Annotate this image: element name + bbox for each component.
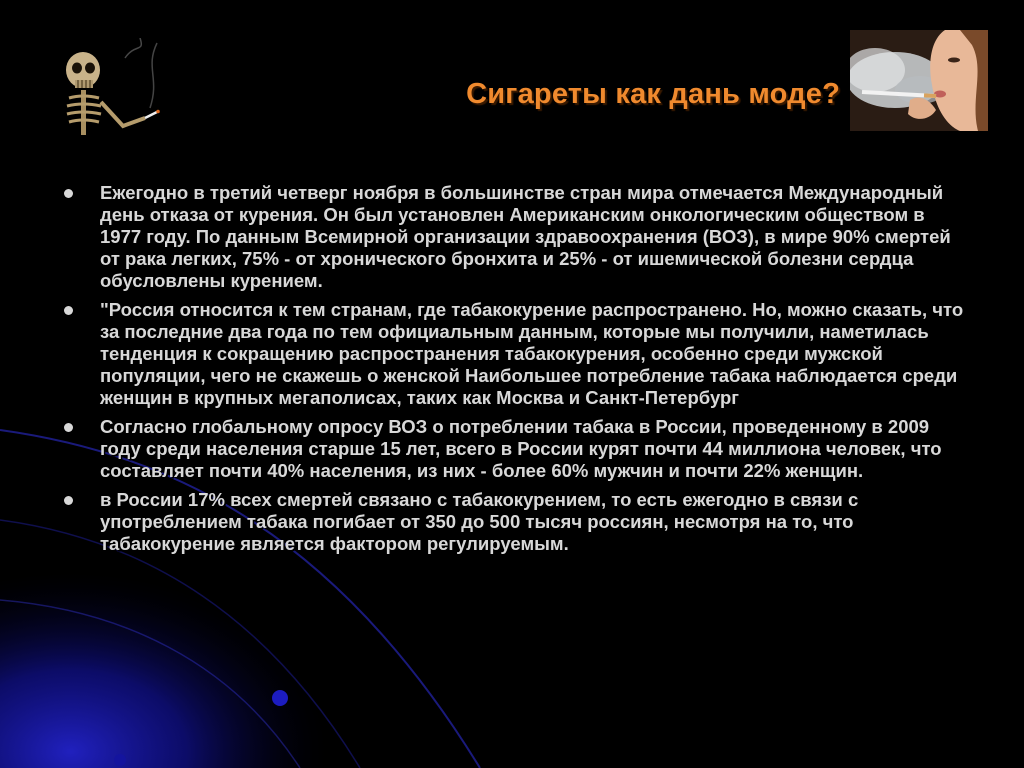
bullet-dot-icon [64,496,73,505]
list-item-text: "Россия относится к тем странам, где табакокурение распространено. Но, можно сказать, что за последние два года по тем официальным данным, которые мы получили, наметилась тенденция к сокращению распространения табакокурения, особенно среди мужской популяции, чего не скажешь о женской Наибольшее потребление табака наблюдается среди женщин в крупных мегаполисах, таких как Москва и Санкт-Петербург [100,299,964,408]
list-item [60,299,970,409]
bullet-dot-icon [64,189,73,198]
list-item-text: Согласно глобальному опросу ВОЗ о потреблении табака в России, проведенному в 2009 году среди населения старше 15 лет, всего в России курят почти 44 миллиона человек, что составляет почти 40% населения, из них - более 60% мужчин и почти 22% женщин. [100,416,942,481]
list-item [60,182,970,292]
smoking-skeleton-image [45,38,175,142]
bullet-dot-icon [64,423,73,432]
bullet-list [60,182,970,562]
list-item-text: Ежегодно в третий четверг ноября в большинстве стран мира отмечается Международный день отказа от курения. Он был установлен Американским онкологическим обществом в 1977 году. По данным Всемирной организации здравоохранения (ВОЗ), в мире 90% смертей от рака легких, 75% - от хронического бронхита и 25% - от ишемической болезни сердца обусловлены курением. [100,182,951,291]
slide-title: Сигареты как дань моде? [466,78,840,110]
woman-smoking-image [850,30,988,131]
decor-dot [272,690,288,706]
list-item-text: в России 17% всех смертей связано с табакокурением, то есть ежегодно в связи с употреблением табака погибает от 350 до 500 тысяч россиян, несмотря на то, что табакокурение является фактором регулируемым. [100,489,859,554]
list-item [60,416,970,482]
bullet-dot-icon [64,306,73,315]
list-item [60,489,970,555]
